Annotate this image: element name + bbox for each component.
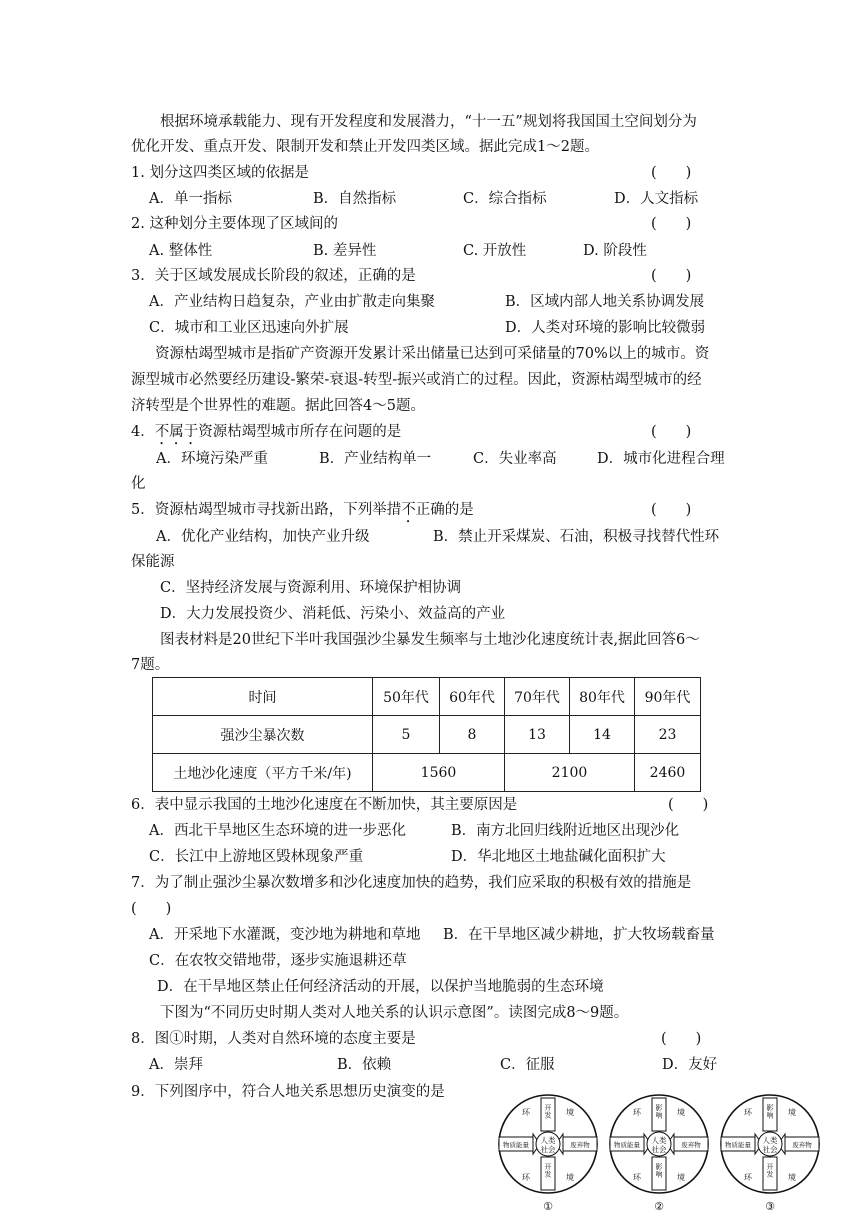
question-9-stem: 9．下列图序中，符合人地关系思想历史演变的是: [131, 1084, 445, 1100]
question-4-stem: [131, 422, 401, 448]
society-label-1: 人类: [540, 1136, 556, 1145]
table-header-cell: 80年代: [570, 678, 635, 716]
society-label-2: 社会: [540, 1145, 556, 1154]
environment-label: 环: [522, 1173, 530, 1182]
table-cell: 23: [635, 716, 701, 754]
table-header-cell: 60年代: [440, 678, 505, 716]
table-cell: 2460: [635, 754, 701, 792]
environment-label: 环: [522, 1108, 530, 1117]
diagram-number: ②: [654, 1200, 664, 1213]
question-7-stem: 7．为了制止强沙尘暴次数增多和沙化速度加快的趋势，我们应采取的积极有效的措施是: [131, 875, 692, 891]
question-4-emphasis: 不属于: [154, 424, 199, 440]
question-8-answer-slot[interactable]: ( ): [661, 1031, 702, 1047]
sandstorm-table: [152, 677, 701, 792]
question-2-stem: 2. 这种划分主要体现了区域间的: [131, 216, 338, 232]
question-7-option-b[interactable]: B．在干旱地区减少耕地，扩大牧场载畜量: [443, 927, 715, 943]
environment-label: 环: [744, 1173, 752, 1182]
question-3-option-b[interactable]: B．区域内部人地关系协调发展: [505, 294, 705, 310]
top-arrow-label: 开发: [544, 1104, 552, 1120]
diagram-number: ③: [765, 1200, 775, 1213]
question-3-answer-slot[interactable]: ( ): [651, 268, 692, 284]
table-cell: 1560: [373, 754, 505, 792]
table-header-cell: 90年代: [635, 678, 701, 716]
question-5-stem-rest: 正确的是: [415, 502, 474, 518]
question-7-option-c[interactable]: C．在农牧交错地带，逐步实施退耕还草: [149, 953, 407, 969]
question-4-option-a[interactable]: A．环境污染严重: [156, 451, 268, 467]
question-7-option-d[interactable]: D．在干旱地区禁止任何经济活动的开展，以保护当地脆弱的生态环境: [157, 979, 604, 995]
question-2-answer-slot[interactable]: ( ): [651, 216, 692, 232]
question-6-option-b[interactable]: B．南方北回归线附近地区出现沙化: [451, 823, 680, 839]
diagram-3: [715, 1090, 827, 1214]
society-label-2: 社会: [651, 1145, 667, 1154]
table-header-cell: 50年代: [373, 678, 440, 716]
table-cell: 5: [373, 716, 440, 754]
right-arrow-label: 废弃物: [681, 1141, 701, 1149]
diagram-number: ①: [543, 1200, 553, 1213]
question-8-option-a[interactable]: A．崇拜: [149, 1057, 203, 1073]
intro-3-line-1: 图表材料是20世纪下半叶我国强沙尘暴发生频率与土地沙化速度统计表,据此回答6～: [160, 632, 700, 648]
bottom-arrow-label: 开发: [766, 1163, 774, 1179]
question-5-option-b[interactable]: B．禁止开采煤炭、石油，积极寻找替代性环: [433, 529, 720, 545]
question-5-emphasis: 不: [401, 502, 416, 518]
intro-2-line-3: 济转型是个世界性的难题。据此回答4～5题。: [131, 398, 425, 414]
environment-label: 境: [566, 1108, 574, 1117]
environment-label: 境: [566, 1173, 574, 1182]
left-arrow-label: 物质能量: [725, 1141, 751, 1149]
question-1-answer-slot[interactable]: ( ): [651, 165, 692, 181]
intro-4-line-1: 下图为“不同历史时期人类对人地关系的认识示意图”。读图完成8～9题。: [160, 1005, 629, 1021]
environment-label: 环: [633, 1173, 641, 1182]
question-2-option-d[interactable]: D. 阶段性: [583, 243, 647, 259]
intro-1-line-1: 根据环境承载能力、现有开发程度和发展潜力，“十一五”规划将我国国土空间划分为: [160, 114, 697, 130]
question-6-answer-slot[interactable]: ( ): [668, 797, 709, 813]
intro-1-line-2: 优化开发、重点开发、限制开发和禁止开发四类区域。据此完成1～2题。: [131, 139, 599, 155]
intro-2-line-1: 资源枯竭型城市是指矿产资源开发累计采出储量已达到可采储量的70%以上的城市。资: [155, 346, 710, 362]
question-6-stem: 6．表中显示我国的土地沙化速度在不断加快，其主要原因是: [131, 797, 518, 813]
intro-2-line-2: 源型城市必然要经历建设-繁荣-衰退-转型-振兴或消亡的过程。因此，资源枯竭型城市的经: [131, 372, 702, 388]
table-cell: 13: [505, 716, 570, 754]
right-arrow-label: 废弃物: [570, 1141, 590, 1149]
question-4-option-c[interactable]: C．失业率高: [473, 451, 557, 467]
table-row-sandstorms: [153, 716, 701, 754]
table-row-label: 土地沙化速度（平方千米/年): [153, 754, 373, 792]
question-8-option-b[interactable]: B．依赖: [337, 1057, 392, 1073]
top-arrow-label: 影响: [655, 1104, 663, 1120]
question-1-option-c[interactable]: C．综合指标: [463, 191, 547, 207]
environment-label: 环: [633, 1108, 641, 1117]
question-5-option-a[interactable]: A．优化产业结构，加快产业升级: [156, 529, 370, 545]
table-header-cell: 时间: [153, 678, 373, 716]
question-4-stem-rest: 资源枯竭型城市所存在问题的是: [198, 424, 402, 440]
question-1-stem: 1. 划分这四类区域的依据是: [131, 165, 309, 181]
question-2-option-c[interactable]: C. 开放性: [463, 243, 527, 259]
table-cell: 2100: [505, 754, 635, 792]
left-arrow-label: 物质能量: [503, 1141, 529, 1149]
environment-label: 境: [788, 1173, 796, 1182]
question-6-option-d[interactable]: D．华北地区土地盐碱化面积扩大: [451, 849, 666, 865]
question-4-option-b[interactable]: B．产业结构单一: [319, 451, 432, 467]
table-cell: 14: [570, 716, 635, 754]
question-4-option-d[interactable]: D．城市化进程合理: [597, 451, 725, 467]
intro-3-line-2: 7题。: [131, 657, 170, 673]
question-8-option-c[interactable]: C．征服: [500, 1057, 555, 1073]
question-6-option-a[interactable]: A．西北干旱地区生态环境的进一步恶化: [149, 823, 406, 839]
bottom-arrow-label: 影响: [655, 1163, 663, 1179]
question-4-number: 4．: [131, 424, 155, 440]
question-5-answer-slot[interactable]: ( ): [651, 502, 692, 518]
question-7-option-a[interactable]: A．开采地下水灌溉，变沙地为耕地和草地: [149, 927, 421, 943]
question-3-stem: 3．关于区域发展成长阶段的叙述，正确的是: [131, 268, 416, 284]
question-7-answer-slot[interactable]: ( ): [131, 901, 172, 917]
right-arrow-label: 废弃物: [792, 1141, 812, 1149]
question-2-option-b[interactable]: B. 差异性: [313, 243, 377, 259]
environment-label: 境: [677, 1173, 685, 1182]
question-5-stem-pre: 5．资源枯竭型城市寻找新出路，下列举措: [131, 502, 402, 518]
table-row-desertification: [153, 754, 701, 792]
question-8-stem: 8．图①时期，人类对自然环境的态度主要是: [131, 1031, 416, 1047]
table-cell: 8: [440, 716, 505, 754]
environment-label: 境: [677, 1108, 685, 1117]
question-8-option-d[interactable]: D．友好: [662, 1057, 718, 1073]
table-row-label: 强沙尘暴次数: [153, 716, 373, 754]
question-3-option-a[interactable]: A．产业结构日趋复杂，产业由扩散走向集聚: [149, 294, 435, 310]
society-label-1: 人类: [762, 1136, 778, 1145]
environment-label: 境: [788, 1108, 796, 1117]
society-label-2: 社会: [762, 1145, 778, 1154]
question-3-option-d[interactable]: D．人类对环境的影响比较微弱: [505, 320, 706, 336]
question-5-stem: [131, 500, 474, 526]
question-5-option-c[interactable]: C．坚持经济发展与资源利用、环境保护相协调: [160, 580, 462, 596]
bottom-arrow-label: 开发: [544, 1163, 552, 1179]
question-3-option-c[interactable]: C．城市和工业区迅速向外扩展: [149, 320, 349, 336]
diagram-2: [604, 1090, 716, 1214]
table-header-cell: 70年代: [505, 678, 570, 716]
question-5-option-d[interactable]: D．大力发展投资少、消耗低、污染小、效益高的产业: [160, 606, 506, 622]
question-1-option-d[interactable]: D．人文指标: [614, 191, 699, 207]
diagram-1: [493, 1090, 605, 1214]
society-label-1: 人类: [651, 1136, 667, 1145]
table-row-header: [153, 678, 701, 716]
environment-label: 环: [744, 1108, 752, 1117]
question-1-option-a[interactable]: A．单一指标: [149, 191, 232, 207]
left-arrow-label: 物质能量: [614, 1141, 640, 1149]
question-5-option-b-wrap: 保能源: [131, 554, 175, 570]
question-4-option-d-wrap: 化: [131, 476, 146, 492]
question-6-option-c[interactable]: C．长江中上游地区毁林现象严重: [149, 849, 364, 865]
question-2-option-a[interactable]: A. 整体性: [149, 243, 213, 259]
question-1-option-b[interactable]: B．自然指标: [313, 191, 397, 207]
question-4-answer-slot[interactable]: ( ): [651, 424, 692, 440]
top-arrow-label: 影响: [766, 1104, 774, 1120]
